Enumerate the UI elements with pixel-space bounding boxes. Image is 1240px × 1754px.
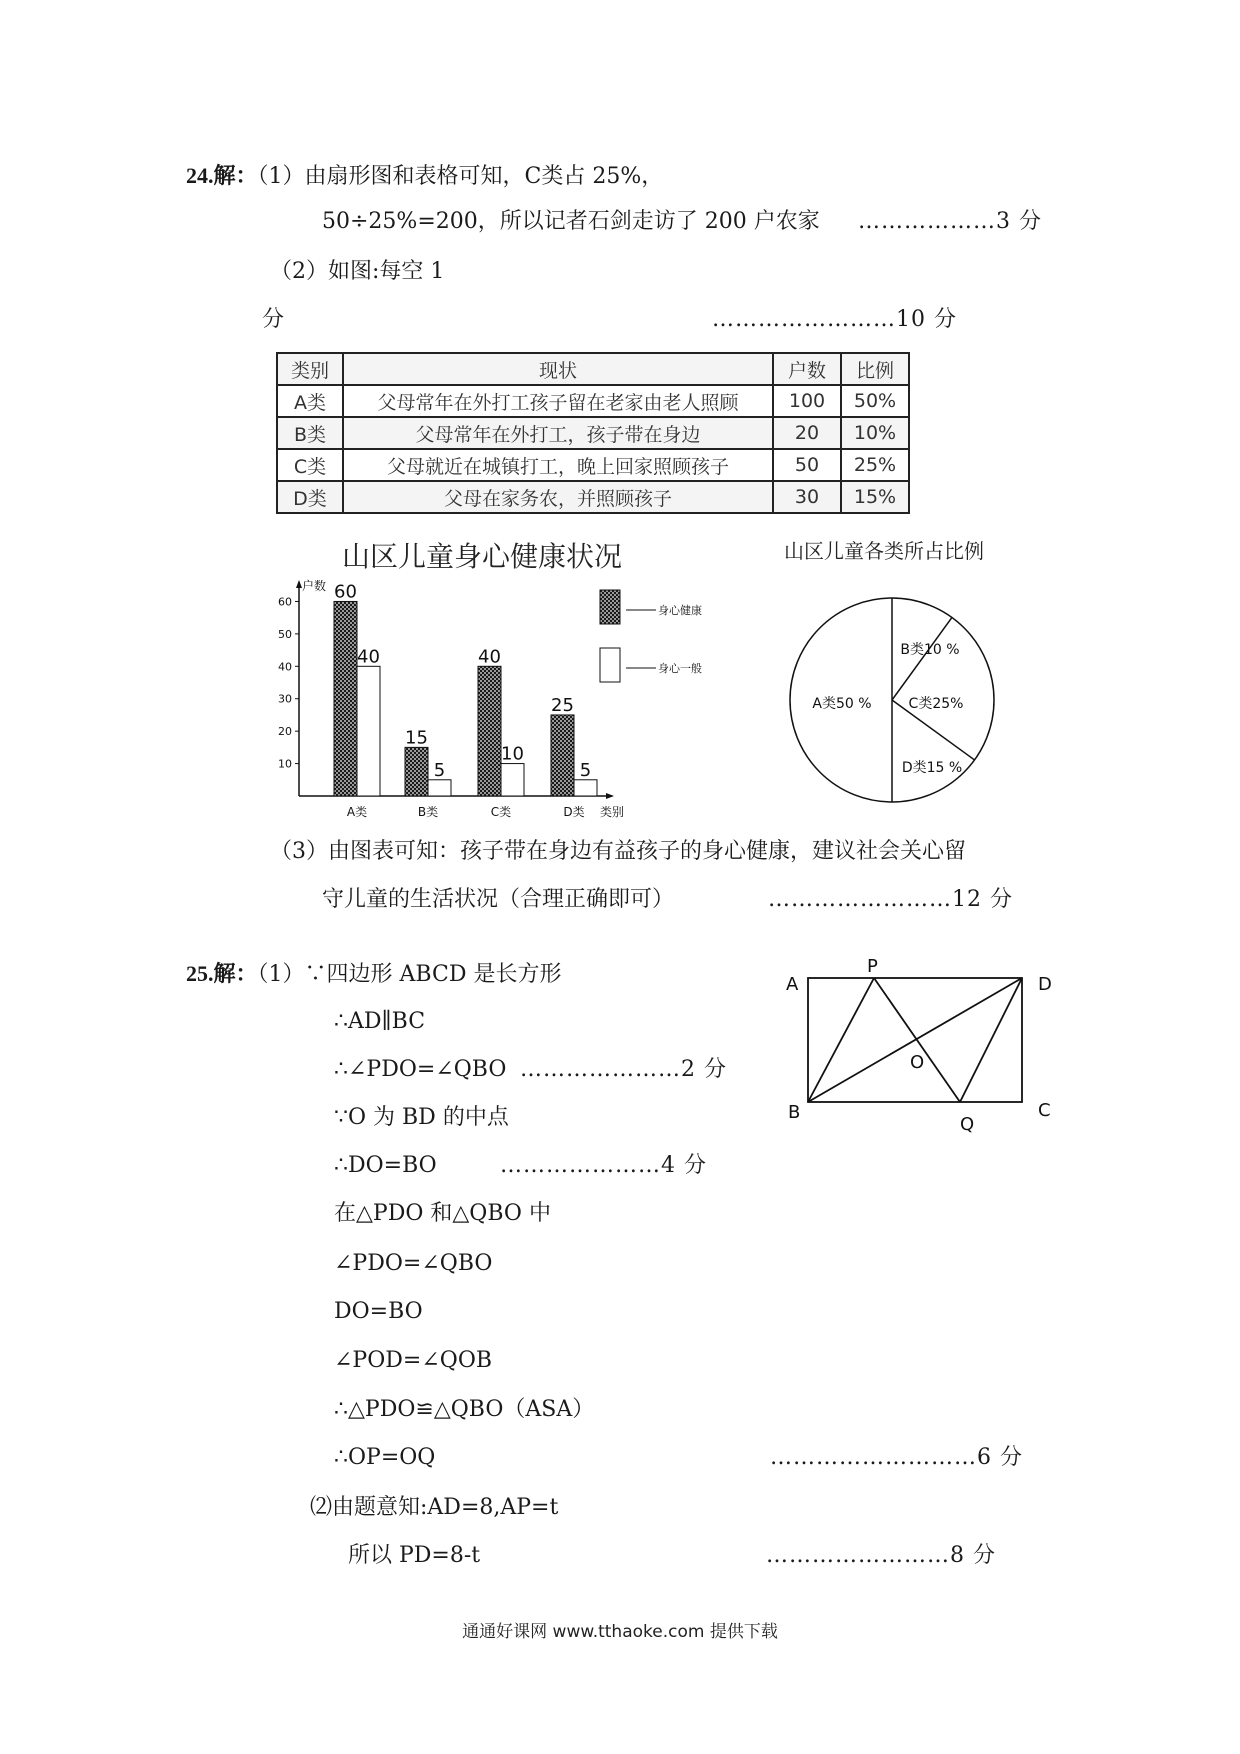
bar-value-label: 60	[334, 581, 357, 603]
q25-line-5: 在△PDO 和△QBO 中	[334, 1201, 551, 1226]
q25-score-4: …………………4 分	[500, 1153, 707, 1178]
table-cell: D类	[277, 481, 343, 513]
pie-chart-title: 山区儿童各类所占比例	[784, 539, 984, 563]
table-header-cell: 比例	[841, 353, 909, 385]
x-tick-label: B类	[417, 805, 439, 819]
pie-slice-label: B类10 %	[900, 642, 960, 658]
table-cell: 25%	[841, 449, 909, 481]
table-cell: B类	[277, 417, 343, 449]
q24-part1-score: ………………3 分	[858, 209, 1042, 234]
table-cell: 30	[773, 481, 841, 513]
table-cell: 50%	[841, 385, 909, 417]
q25-line-7: DO=BO	[334, 1299, 423, 1324]
q25-line-3: ∵O 为 BD 的中点	[334, 1105, 509, 1130]
label-a: A	[786, 974, 799, 995]
bar-chart	[262, 530, 742, 830]
y-tick-label: 30	[278, 692, 292, 706]
x-axis-arrow	[606, 793, 614, 799]
q25-score-8: ……………………8 分	[766, 1543, 996, 1568]
q24-part2-line1: （2）如图:每空 1	[270, 259, 445, 284]
q25-colon: ：	[235, 961, 258, 986]
table-cell: 20	[773, 417, 841, 449]
legend-label-average: 身心一般	[658, 662, 702, 675]
bar-A类-身心健康	[334, 601, 357, 796]
q25-line-10: ∴OP=OQ	[334, 1445, 436, 1470]
table-cell: 父母就近在城镇打工，晚上回家照顾孩子	[343, 449, 773, 481]
x-tick-label: A类	[346, 805, 368, 819]
q24-part3-line2: 守儿童的生活状况（合理正确即可）	[322, 887, 675, 912]
y-axis-label: 户数	[302, 579, 327, 593]
table-cell: C类	[277, 449, 343, 481]
q25-score-6: ………………………6 分	[770, 1445, 1023, 1470]
pie-chart	[780, 534, 1030, 824]
legend-swatch-healthy	[600, 590, 620, 624]
bar-value-label: 25	[551, 694, 574, 716]
pie-slice-label: D类15 %	[901, 760, 963, 776]
bar-D类-身心一般	[574, 780, 597, 796]
table-cell: 父母常年在外打工，孩子带在身边	[343, 417, 773, 449]
q24-label: 24.解	[186, 163, 236, 188]
q24-part1-line2: 50÷25%=200，所以记者石剑走访了 200 户农家	[322, 209, 820, 234]
bar-value-label: 40	[478, 646, 501, 668]
x-tick-label: D类	[563, 805, 585, 819]
bar-value-label: 5	[433, 759, 446, 781]
y-tick-label: 20	[278, 725, 292, 739]
table-header-cell: 户数	[773, 353, 841, 385]
classification-table	[276, 352, 910, 514]
page-footer: 通通好课网 www.tthaoke.com 提供下载	[462, 1622, 778, 1642]
table-header-row	[277, 353, 909, 385]
q25-line-12: 所以 PD=8-t	[348, 1543, 481, 1568]
bar-chart-title: 山区儿童身心健康状况	[342, 540, 623, 573]
legend-swatch-average	[600, 648, 620, 682]
rectangle-figure	[776, 956, 1066, 1136]
y-tick-label: 10	[278, 757, 292, 771]
table-row	[277, 481, 909, 513]
table-cell: 15%	[841, 481, 909, 513]
bar-value-label: 5	[579, 759, 592, 781]
pie-slice-label: A类50 %	[812, 696, 872, 712]
q24-line1	[186, 162, 663, 191]
legend-label-healthy: 身心健康	[658, 604, 702, 617]
table-cell: 50	[773, 449, 841, 481]
label-d: D	[1038, 974, 1052, 995]
q24-part2-line2: 分	[262, 307, 285, 332]
bar-B类-身心健康	[405, 747, 428, 796]
label-q: Q	[960, 1114, 975, 1135]
y-tick-label: 60	[278, 595, 292, 609]
y-tick-label: 50	[278, 627, 292, 641]
table-cell: 父母在家务农，并照顾孩子	[343, 481, 773, 513]
table-cell: A类	[277, 385, 343, 417]
bar-value-label: 10	[501, 743, 524, 765]
table-header-cell: 类别	[277, 353, 343, 385]
q24-part3-line1: （3）由图表可知：孩子带在身边有益孩子的身心健康，建议社会关心留	[270, 839, 966, 864]
q25-score-2: …………………2 分	[520, 1057, 727, 1082]
q25-line-1: ∴AD∥BC	[334, 1009, 426, 1034]
label-b: B	[788, 1102, 801, 1123]
q25-line1	[186, 960, 561, 989]
q24-colon: ：	[235, 163, 258, 188]
table-row	[277, 385, 909, 417]
x-axis-label: 类别	[600, 805, 625, 819]
bar-B类-身心一般	[428, 780, 451, 796]
x-tick-label: C类	[490, 805, 512, 819]
q24-part3-score: ……………………12 分	[768, 887, 1013, 912]
table-row	[277, 449, 909, 481]
q25-line-8: ∠POD=∠QOB	[334, 1348, 493, 1373]
table-header-cell: 现状	[343, 353, 773, 385]
q25-label: 25.解	[186, 961, 236, 986]
label-o: O	[910, 1052, 925, 1073]
bar-value-label: 15	[405, 727, 428, 749]
label-c: C	[1038, 1100, 1051, 1121]
segment-pq	[874, 978, 960, 1102]
q25-line-6: ∠PDO=∠QBO	[334, 1251, 493, 1276]
bar-C类-身心健康	[478, 666, 501, 796]
q25-line-2: ∴∠PDO=∠QBO	[334, 1057, 507, 1082]
q25-line-9: ∴△PDO≌△QBO（ASA）	[334, 1397, 595, 1422]
bar-C类-身心一般	[501, 764, 524, 796]
table-cell: 10%	[841, 417, 909, 449]
q25-line-0: （1）∵四边形 ABCD 是长方形	[257, 962, 562, 987]
table-cell: 父母常年在外打工孩子留在老家由老人照顾	[343, 385, 773, 417]
table-cell: 100	[773, 385, 841, 417]
bar-D类-身心健康	[551, 715, 574, 796]
pie-slice-label: C类25%	[908, 696, 964, 712]
q25-line-4: ∴DO=BO	[334, 1153, 437, 1178]
q24-part2-score: ……………………10 分	[712, 307, 957, 332]
q24-part1-text: （1）由扇形图和表格可知，C类占 25%，	[257, 164, 664, 189]
label-p: P	[867, 956, 878, 977]
bar-A类-身心一般	[357, 666, 380, 796]
table-row	[277, 417, 909, 449]
y-tick-label: 40	[278, 660, 292, 674]
q25-line-11: ⑵由题意知:AD=8,AP=t	[310, 1495, 559, 1520]
bar-value-label: 40	[357, 646, 380, 668]
